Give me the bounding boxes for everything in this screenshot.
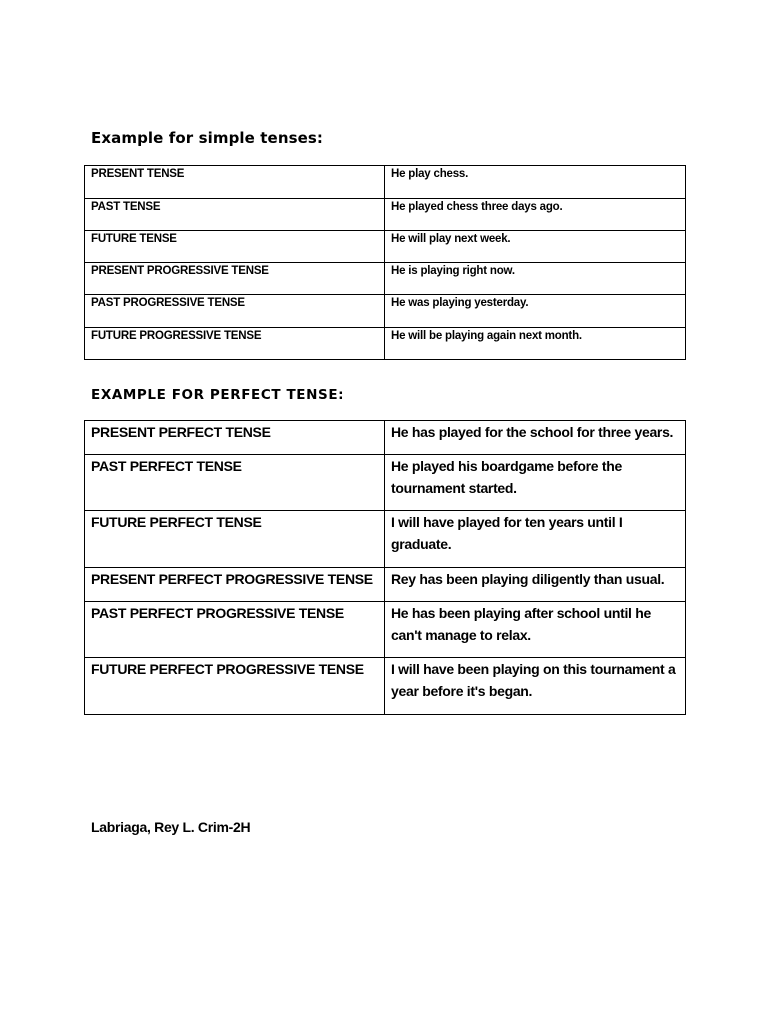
- tense-name-cell: FUTURE PERFECT PROGRESSIVE TENSE: [85, 658, 385, 715]
- tense-example-cell: He has been playing after school until he can't manage to relax.: [385, 602, 686, 658]
- table-row: [85, 455, 686, 511]
- table-row: [85, 295, 686, 328]
- tense-example-cell: Rey has been playing diligently than usual.: [385, 568, 686, 602]
- tense-example-cell: He was playing yesterday.: [385, 295, 686, 328]
- table-row: [85, 263, 686, 295]
- table-row: [85, 199, 686, 231]
- tense-name-cell: PAST PERFECT PROGRESSIVE TENSE: [85, 602, 385, 658]
- table-row: [85, 568, 686, 602]
- author-signature-line: Labriaga, Rey L. Crim-2H: [91, 819, 251, 835]
- tense-example-cell: He play chess.: [385, 166, 686, 199]
- tense-example-cell: He has played for the school for three years.: [385, 421, 686, 455]
- simple-tenses-table: [84, 165, 686, 360]
- tense-example-cell: He played his boardgame before the tournament started.: [385, 455, 686, 511]
- tense-example-cell: He will be playing again next month.: [385, 328, 686, 360]
- tense-name-cell: PRESENT PROGRESSIVE TENSE: [85, 263, 385, 295]
- tense-name-cell: PAST PERFECT TENSE: [85, 455, 385, 511]
- table-row: [85, 328, 686, 360]
- perfect-tenses-table: [84, 420, 686, 715]
- tense-example-cell: I will have been playing on this tournament a year before it's began.: [385, 658, 686, 715]
- tense-name-cell: FUTURE PERFECT TENSE: [85, 511, 385, 568]
- tense-example-cell: I will have played for ten years until I graduate.: [385, 511, 686, 568]
- tense-name-cell: PRESENT PERFECT TENSE: [85, 421, 385, 455]
- tense-name-cell: FUTURE PROGRESSIVE TENSE: [85, 328, 385, 360]
- tense-example-cell: He will play next week.: [385, 231, 686, 263]
- tense-name-cell: PRESENT PERFECT PROGRESSIVE TENSE: [85, 568, 385, 602]
- table-row: [85, 511, 686, 568]
- table-row: [85, 658, 686, 715]
- table-row: [85, 231, 686, 263]
- perfect-tenses-heading: EXAMPLE FOR PERFECT TENSE:: [91, 387, 345, 403]
- table-row: [85, 602, 686, 658]
- table-row: [85, 421, 686, 455]
- tense-example-cell: He is playing right now.: [385, 263, 686, 295]
- tense-name-cell: PAST TENSE: [85, 199, 385, 231]
- tense-name-cell: PRESENT TENSE: [85, 166, 385, 199]
- tense-name-cell: FUTURE TENSE: [85, 231, 385, 263]
- simple-tenses-heading: Example for simple tenses:: [91, 129, 324, 147]
- tense-name-cell: PAST PROGRESSIVE TENSE: [85, 295, 385, 328]
- tense-example-cell: He played chess three days ago.: [385, 199, 686, 231]
- table-row: [85, 166, 686, 199]
